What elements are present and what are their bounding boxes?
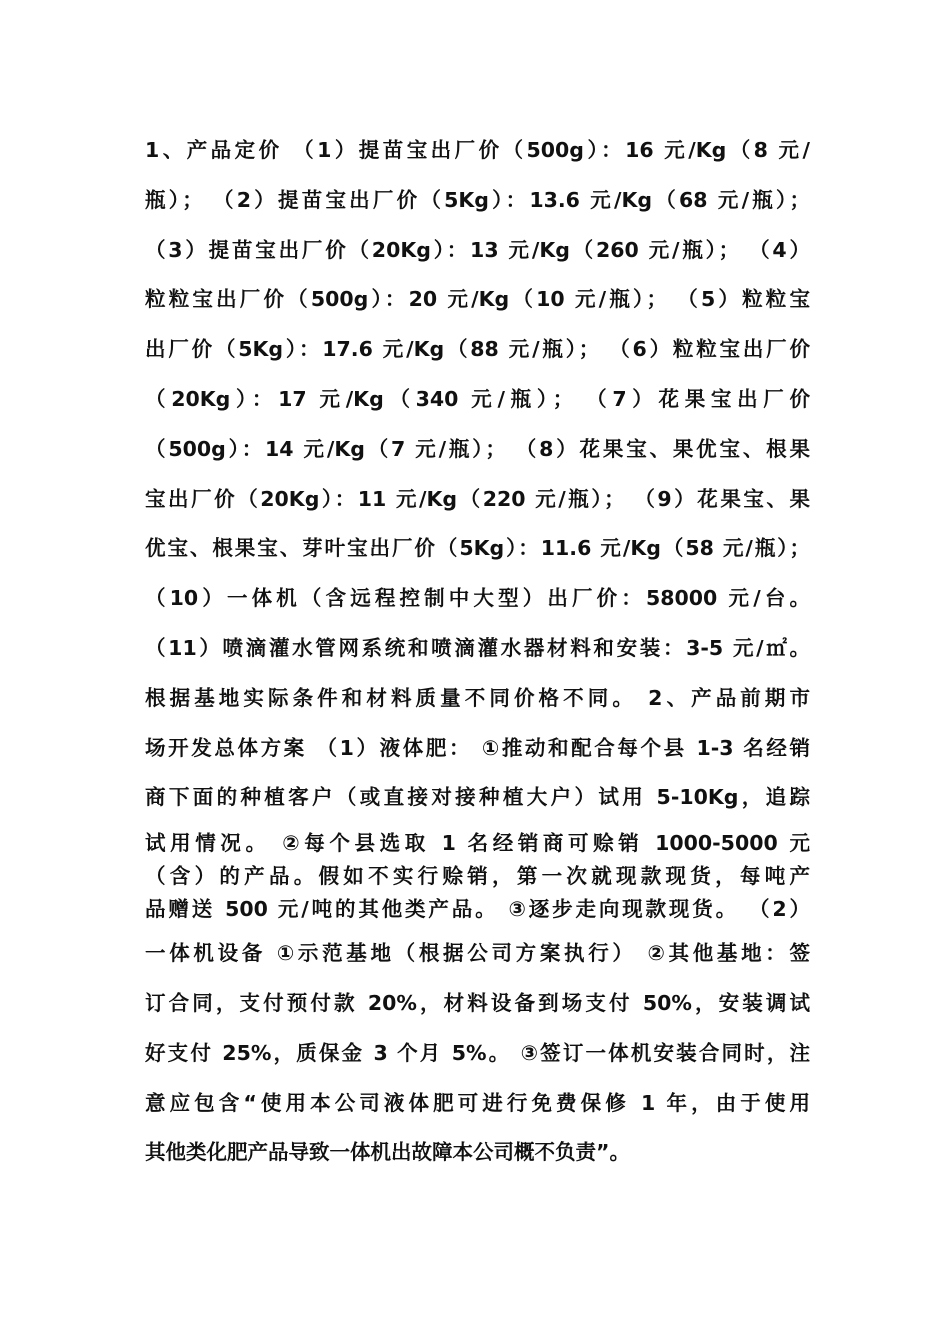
text-line: 意应包含“使用本公司液体肥可进行免费保修 1 年，由于使用 <box>145 1090 810 1115</box>
text-line: 订合同，支付预付款 20%，材料设备到场支付 50%，安装调试 <box>145 990 810 1015</box>
document-body <box>145 130 810 1182</box>
text-line: 1、产品定价 （1）提苗宝出厂价（500g）：16 元/Kg（8 元/ <box>145 138 810 162</box>
text-line: 品赠送 500 元/吨的其他类产品。 ③逐步走向现款现货。 （2） <box>145 897 810 922</box>
text-line: 一体机设备 ①示范基地（根据公司方案执行） ②其他基地：签 <box>145 941 810 966</box>
text-line: 好支付 25%，质保金 3 个月 5%。 ③签订一体机安装合同时，注 <box>145 1040 810 1065</box>
text-line: 宝出厂价（20Kg）：11 元/Kg（220 元/瓶）； （9）花果宝、果 <box>145 486 810 511</box>
text-line: （10）一体机（含远程控制中大型）出厂价：58000 元/台。 <box>145 586 810 611</box>
text-line: 商下面的种植客户（或直接对接种植大户）试用 5-10Kg，追踪 <box>145 785 810 810</box>
text-line: （含）的产品。假如不实行赊销，第一次就现款现货，每吨产 <box>145 864 810 889</box>
text-line: （3）提苗宝出厂价（20Kg）：13 元/Kg（260 元/瓶）； （4） <box>145 237 810 262</box>
text-line: （500g）：14 元/Kg（7 元/瓶）； （8）花果宝、果优宝、根果 <box>145 436 810 461</box>
text-line: 场开发总体方案 （1）液体肥： ①推动和配合每个县 1-3 名经销 <box>145 735 810 760</box>
text-line: 试用情况。 ②每个县选取 1 名经销商可赊销 1000-5000 元 <box>145 831 810 856</box>
text-line: 出厂价（5Kg）：17.6 元/Kg（88 元/瓶）； （6）粒粒宝出厂价 <box>145 337 810 362</box>
text-line: 瓶）； （2）提苗宝出厂价（5Kg）：13.6 元/Kg（68 元/瓶）； <box>145 187 810 212</box>
text-line: 其他类化肥产品导致一体机出故障本公司概不负责”。 <box>145 1140 630 1165</box>
text-line: （20Kg）：17 元/Kg（340 元/瓶）； （7）花果宝出厂价 <box>145 386 810 411</box>
text-line: 优宝、根果宝、芽叶宝出厂价（5Kg）：11.6 元/Kg（58 元/瓶）； <box>145 536 810 561</box>
text-line: （11）喷滴灌水管网系统和喷滴灌水器材料和安装：3-5 元/㎡。 <box>145 635 810 660</box>
text-line: 粒粒宝出厂价（500g）：20 元/Kg（10 元/瓶）； （5）粒粒宝 <box>145 287 810 312</box>
text-line: 根据基地实际条件和材料质量不同价格不同。 2、产品前期市 <box>145 685 810 710</box>
